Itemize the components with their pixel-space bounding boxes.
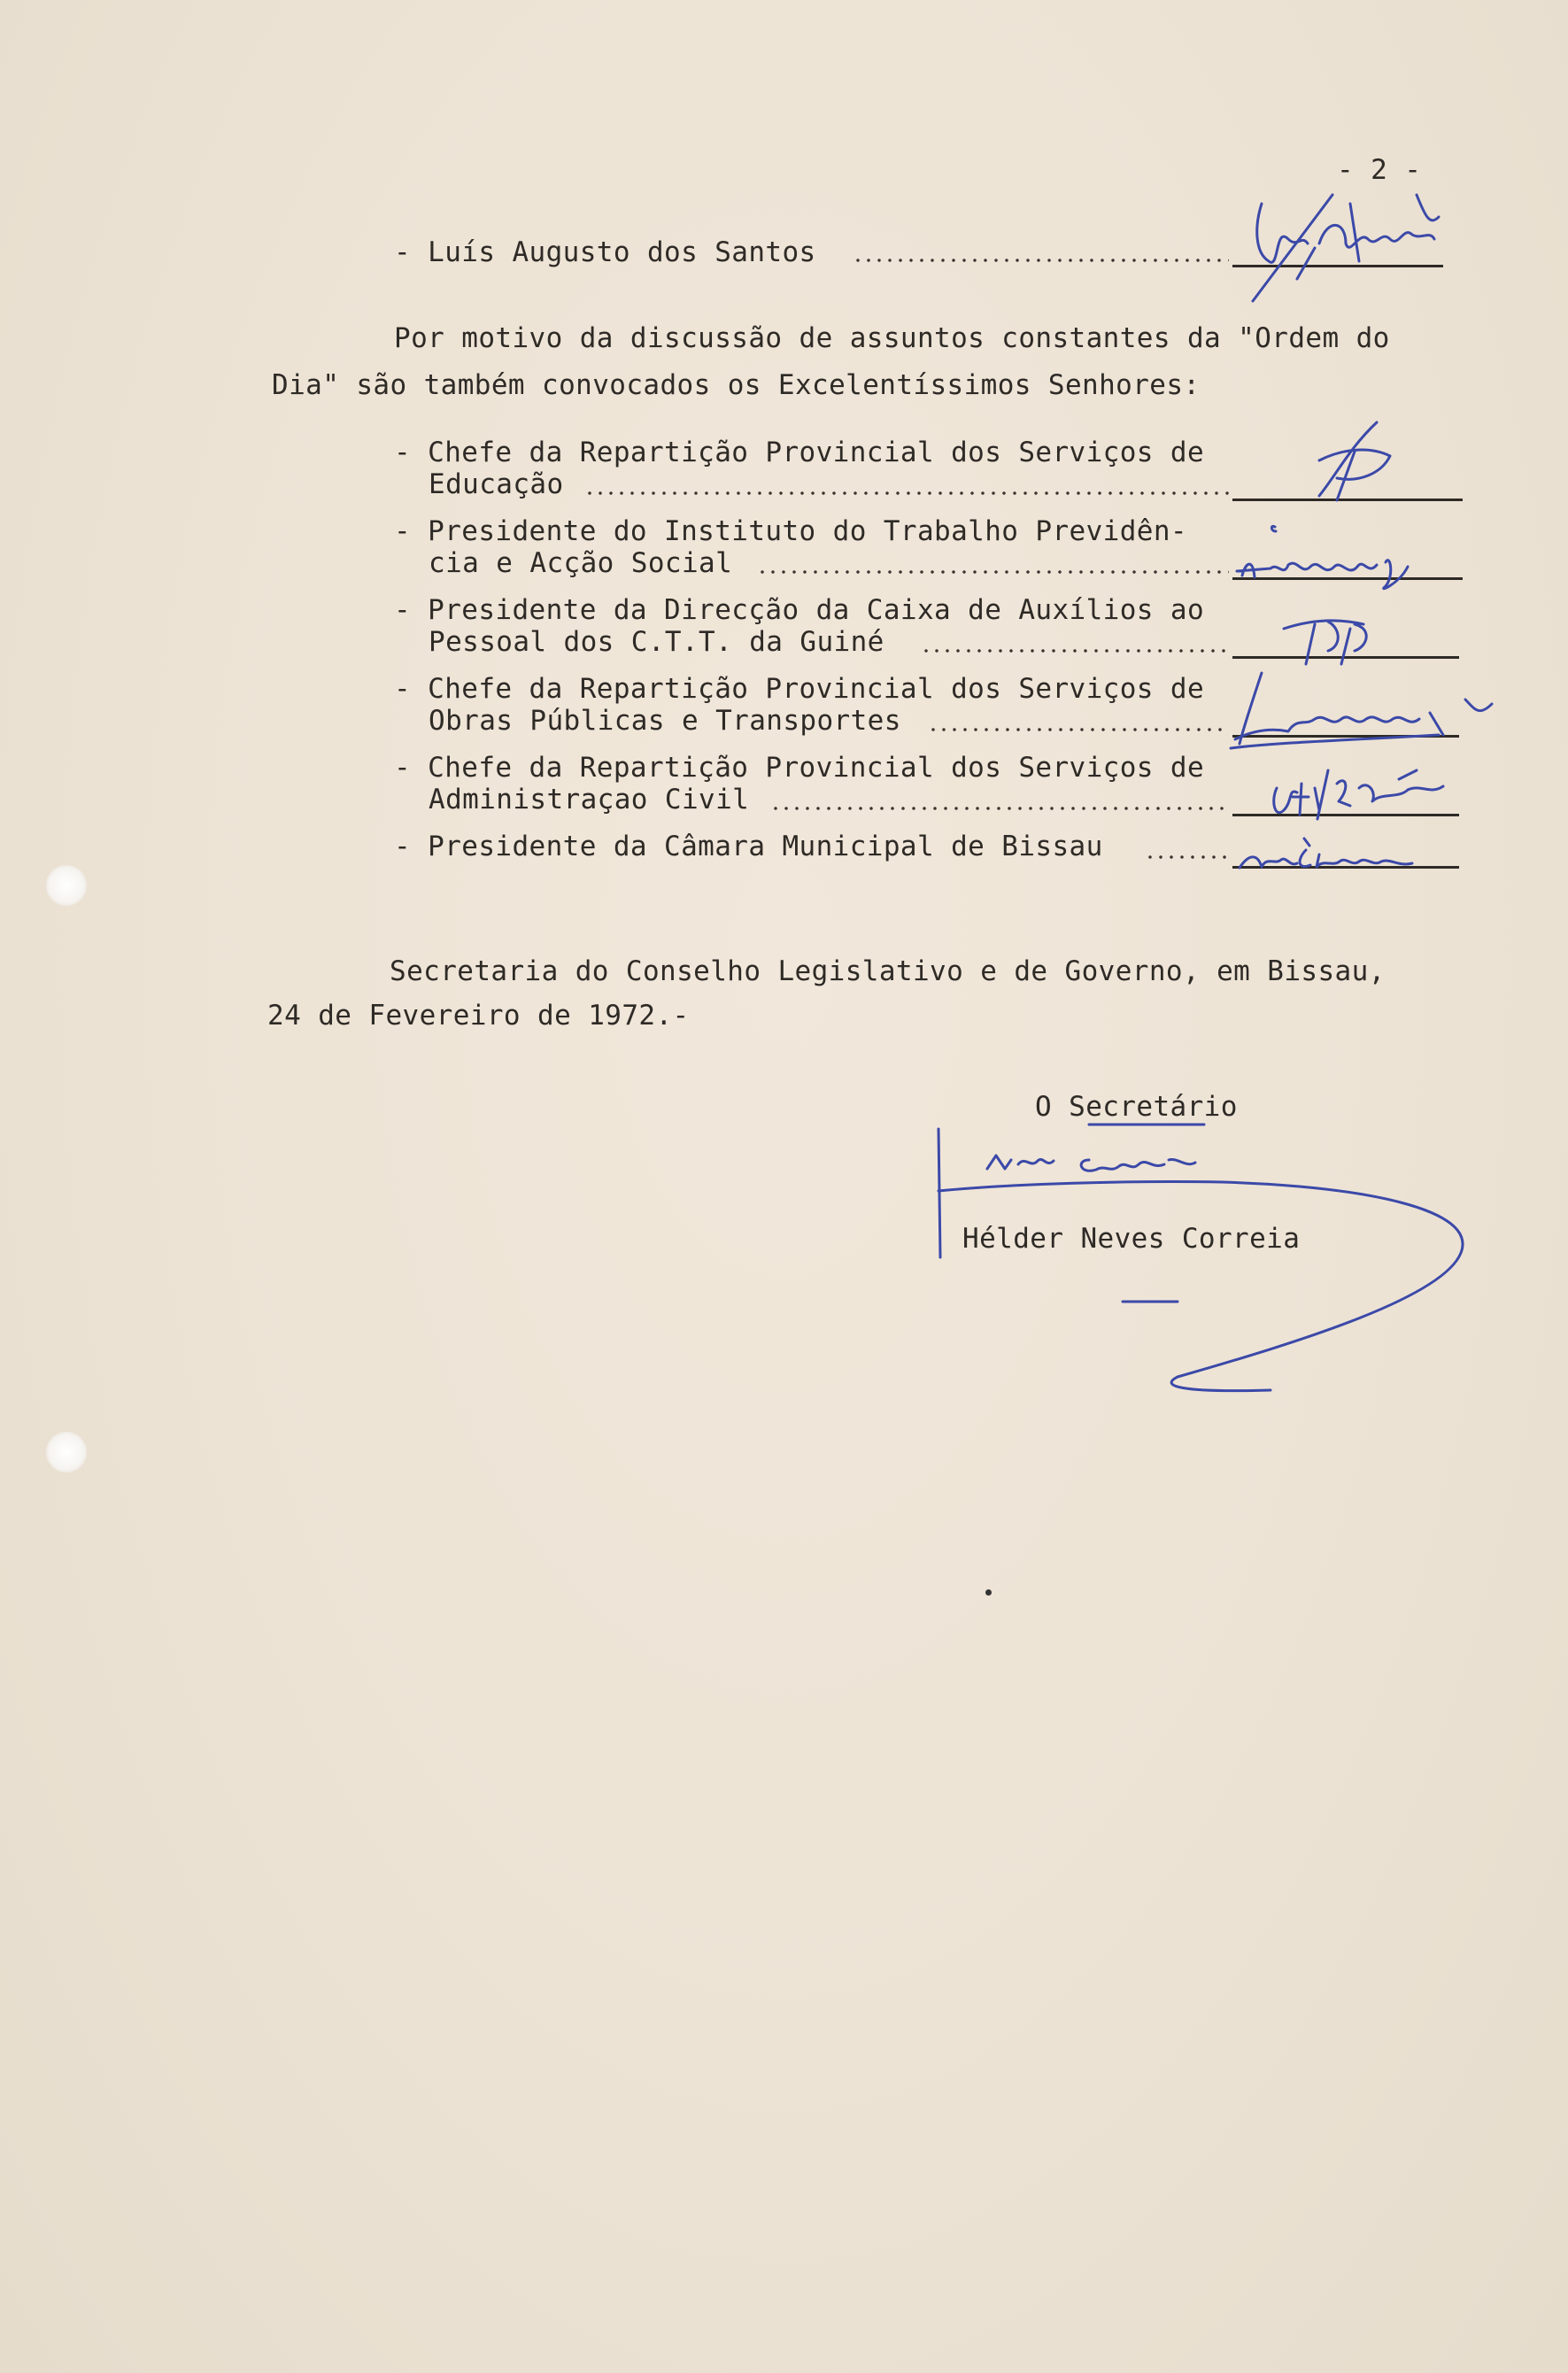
leader-dots	[928, 728, 1229, 731]
page-number: - 2 -	[1337, 154, 1422, 186]
handwritten-signature	[1235, 155, 1448, 323]
signatory-title: O Secretário	[1035, 1091, 1238, 1123]
leader-dots	[921, 649, 1229, 653]
leader-dots	[1145, 855, 1229, 859]
signatory-name: Hélder Neves Correia	[962, 1223, 1301, 1255]
handwritten-signature	[1302, 412, 1408, 505]
invitee-2-line2: cia e Acção Social	[429, 547, 733, 579]
invitee-5-line2: Administraçao Civil	[429, 784, 750, 815]
handwritten-signature	[1226, 664, 1501, 761]
invitee-1-line1: - Chefe da Repartição Provincial dos Serviços de	[394, 437, 1205, 468]
member-name: - Luís Augusto dos Santos	[394, 236, 816, 268]
invitee-3-line1: - Presidente da Direcção da Caixa de Auxílios ao	[394, 594, 1205, 626]
invitee-2-line1: - Presidente do Instituto do Trabalho Previdên-	[394, 515, 1187, 547]
convocation-line2: Dia" são também convocados os Excelentíssimos Senhores:	[272, 369, 1201, 401]
punch-hole-bottom	[46, 1432, 87, 1472]
closing-line2: 24 de Fevereiro de 1972.-	[267, 1000, 690, 1032]
leader-dots	[853, 259, 1229, 262]
invitee-3-line2: Pessoal dos C.T.T. da Guiné	[429, 626, 884, 658]
convocation-line1: Por motivo da discussão de assuntos constantes da "Ordem do	[394, 322, 1390, 354]
leader-dots	[757, 570, 1229, 574]
secretary-signature	[921, 1111, 1487, 1403]
invitee-5-line1: - Chefe da Repartição Provincial dos Serviços de	[394, 752, 1205, 784]
invitee-4-line1: - Chefe da Repartição Provincial dos Serviços de	[394, 673, 1205, 705]
leader-dots	[584, 491, 1229, 495]
invitee-6-line1: - Presidente da Câmara Municipal de Bissau	[394, 831, 1103, 862]
invitee-1-line2: Educação	[429, 468, 564, 500]
ink-speck	[985, 1589, 992, 1596]
handwritten-signature	[1235, 828, 1465, 881]
leader-dots	[770, 807, 1229, 810]
handwritten-signature	[1235, 522, 1430, 593]
punch-hole-top	[46, 865, 87, 906]
handwritten-signature	[1266, 753, 1479, 823]
closing-line1: Secretaria do Conselho Legislativo e de Governo, em Bissau,	[390, 955, 1386, 987]
invitee-4-line2: Obras Públicas e Transportes	[429, 705, 901, 737]
